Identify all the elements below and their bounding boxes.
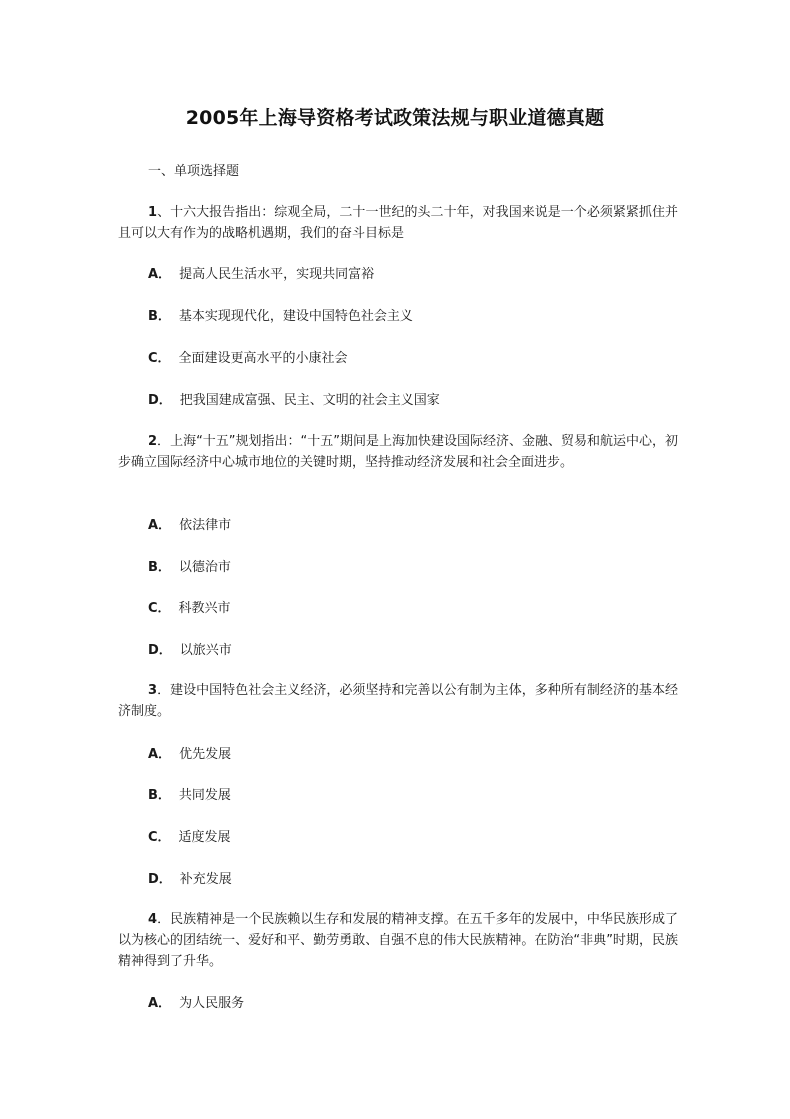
option-letter: A． [148, 518, 172, 533]
question-text: 民族精神是一个民族赖以生存和发展的精神支撑。在五千多年的发展中，中华民族形成了以为核心的团结统一、爱好和平、勤劳勇敢、自强不息的伟大民族精神。在防治“非典”时期，民族精神得到了升华。 [118, 912, 678, 969]
question-text: 十六大报告指出：综观全局，二十一世纪的头二十年，对我国来说是一个必须紧紧抓住并且可以大有作为的战略机遇期，我们的奋斗目标是 [118, 205, 678, 241]
question-2-option-c [148, 597, 231, 616]
option-text: 补充发展 [179, 872, 232, 887]
option-letter: D． [148, 872, 172, 887]
option-text: 以旅兴市 [179, 643, 232, 658]
option-letter: D． [148, 393, 172, 408]
option-text: 全面建设更高水平的小康社会 [178, 351, 348, 366]
question-number: 1 [148, 205, 158, 220]
option-text: 优先发展 [179, 747, 232, 762]
option-text: 适度发展 [178, 830, 231, 845]
option-letter: B． [148, 560, 171, 575]
question-3-option-d [148, 868, 232, 887]
option-text: 共同发展 [178, 788, 231, 803]
question-2-option-a [148, 514, 231, 533]
option-letter: C． [148, 601, 171, 616]
section-heading: 一、单项选择题 [148, 164, 240, 179]
question-text: 上海“十五”规划指出：“十五”期间是上海加快建设国际经济、金融、贸易和航运中心，初步确立国际经济中心城市地位的关键时期，坚持推动经济发展和社会全面进步。 [118, 434, 679, 470]
option-letter: A． [148, 996, 172, 1011]
question-2-option-d [148, 639, 232, 658]
question-2-option-b [148, 556, 231, 575]
option-text: 基本实现现代化，建设中国特色社会主义 [178, 309, 413, 324]
question-separator: ． [157, 683, 171, 698]
question-4 [118, 909, 678, 972]
option-letter: C． [148, 830, 171, 845]
question-3-option-a [148, 743, 231, 762]
question-4-option-a [148, 992, 244, 1011]
option-letter: B． [148, 309, 171, 324]
question-separator: ． [157, 912, 171, 927]
question-1-option-d [148, 389, 440, 408]
option-letter: C． [148, 351, 171, 366]
option-text: 科教兴市 [178, 601, 231, 616]
option-text: 为人民服务 [179, 996, 245, 1011]
question-text: 建设中国特色社会主义经济，必须坚持和完善以公有制为主体，多种所有制经济的基本经济制度。 [118, 683, 678, 719]
question-number: 3 [148, 683, 158, 698]
option-text: 提高人民生活水平，实现共同富裕 [179, 267, 375, 282]
question-3-option-b [148, 784, 231, 803]
option-text: 把我国建成富强、民主、文明的社会主义国家 [179, 393, 440, 408]
option-letter: A． [148, 747, 172, 762]
option-letter: B． [148, 788, 171, 803]
question-separator: 、 [157, 205, 171, 220]
question-1 [118, 202, 678, 244]
question-3 [118, 680, 678, 722]
option-letter: A． [148, 267, 172, 282]
question-separator: ． [157, 434, 171, 449]
page-title: 2005年上海导资格考试政策法规与职业道德真题 [185, 107, 605, 129]
question-2 [118, 431, 678, 473]
option-text: 依法律市 [179, 518, 232, 533]
question-1-option-c [148, 347, 348, 366]
question-number: 2 [148, 434, 158, 449]
question-number: 4 [148, 912, 158, 927]
option-letter: D． [148, 643, 172, 658]
question-1-option-b [148, 305, 413, 324]
question-1-option-a [148, 263, 374, 282]
option-text: 以德治市 [178, 560, 231, 575]
question-3-option-c [148, 826, 231, 845]
